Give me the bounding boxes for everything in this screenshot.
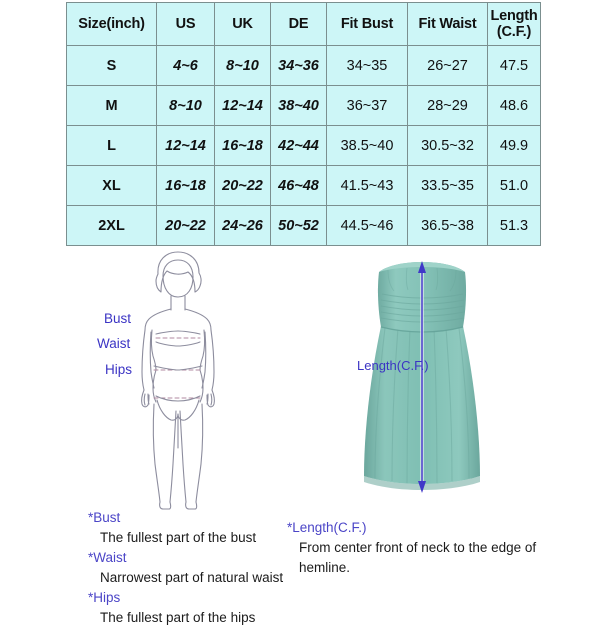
table-body	[67, 46, 541, 246]
column-header-length-line2: (C.F.)	[496, 24, 532, 40]
cell-us: 8~10	[157, 86, 215, 126]
cell-fit-waist: 28~29	[408, 86, 488, 126]
cell-de: 46~48	[271, 166, 327, 206]
cell-uk: 24~26	[215, 206, 271, 246]
measurement-notes-right	[287, 518, 557, 578]
size-chart-table	[66, 2, 541, 246]
column-header-size: Size(inch)	[67, 3, 157, 46]
cell-de: 38~40	[271, 86, 327, 126]
cell-size: XL	[67, 166, 157, 206]
cell-uk: 16~18	[215, 126, 271, 166]
illustration-area	[0, 248, 600, 518]
table-row	[67, 46, 541, 86]
cell-size: L	[67, 126, 157, 166]
note-body-bust: The fullest part of the bust	[100, 530, 257, 545]
maxi-dress-icon	[352, 248, 492, 513]
column-header-de: DE	[271, 3, 327, 46]
note-body-length-line2: hemline.	[299, 560, 351, 575]
label-length-cf: Length(C.F.)	[357, 358, 429, 373]
cell-us: 12~14	[157, 126, 215, 166]
cell-uk: 12~14	[215, 86, 271, 126]
cell-fit-bust: 36~37	[327, 86, 408, 126]
body-measurement-figure	[118, 248, 238, 518]
cell-us: 4~6	[157, 46, 215, 86]
label-waist: Waist	[97, 336, 131, 351]
size-chart-table-container	[66, 2, 538, 246]
cell-fit-bust: 44.5~46	[327, 206, 408, 246]
note-heading-waist: *Waist	[88, 550, 127, 565]
dress-illustration	[352, 248, 492, 518]
cell-length: 48.6	[488, 86, 541, 126]
cell-fit-bust: 38.5~40	[327, 126, 408, 166]
cell-fit-bust: 41.5~43	[327, 166, 408, 206]
table-row	[67, 126, 541, 166]
cell-de: 42~44	[271, 126, 327, 166]
cell-length: 51.3	[488, 206, 541, 246]
note-body-hips: The fullest part of the hips	[100, 610, 256, 625]
cell-fit-bust: 34~35	[327, 46, 408, 86]
table-row	[67, 206, 541, 246]
cell-de: 50~52	[271, 206, 327, 246]
label-bust: Bust	[104, 311, 132, 326]
column-header-uk: UK	[215, 3, 271, 46]
column-header-us: US	[157, 3, 215, 46]
cell-length: 49.9	[488, 126, 541, 166]
note-heading-hips: *Hips	[88, 590, 121, 605]
table-row	[67, 166, 541, 206]
measurement-notes-left	[88, 508, 318, 628]
cell-fit-waist: 26~27	[408, 46, 488, 86]
table-row	[67, 86, 541, 126]
cell-fit-waist: 36.5~38	[408, 206, 488, 246]
table-header-row	[67, 3, 541, 46]
cell-fit-waist: 30.5~32	[408, 126, 488, 166]
cell-uk: 20~22	[215, 166, 271, 206]
note-body-length-line1: From center front of neck to the edge of	[299, 540, 537, 555]
cell-size: M	[67, 86, 157, 126]
column-header-fit-waist: Fit Waist	[408, 3, 488, 46]
cell-fit-waist: 33.5~35	[408, 166, 488, 206]
female-body-outline-icon	[118, 248, 238, 513]
cell-length: 47.5	[488, 46, 541, 86]
label-hips: Hips	[105, 362, 133, 377]
cell-us: 16~18	[157, 166, 215, 206]
column-header-length	[488, 3, 541, 46]
cell-length: 51.0	[488, 166, 541, 206]
note-body-waist: Narrowest part of natural waist	[100, 570, 284, 585]
cell-us: 20~22	[157, 206, 215, 246]
cell-de: 34~36	[271, 46, 327, 86]
note-heading-bust: *Bust	[88, 510, 121, 525]
column-header-length-line1: Length	[490, 7, 538, 24]
cell-size: 2XL	[67, 206, 157, 246]
note-heading-length: *Length(C.F.)	[287, 520, 367, 535]
cell-uk: 8~10	[215, 46, 271, 86]
column-header-fit-bust: Fit Bust	[327, 3, 408, 46]
cell-size: S	[67, 46, 157, 86]
table-header	[67, 3, 541, 46]
